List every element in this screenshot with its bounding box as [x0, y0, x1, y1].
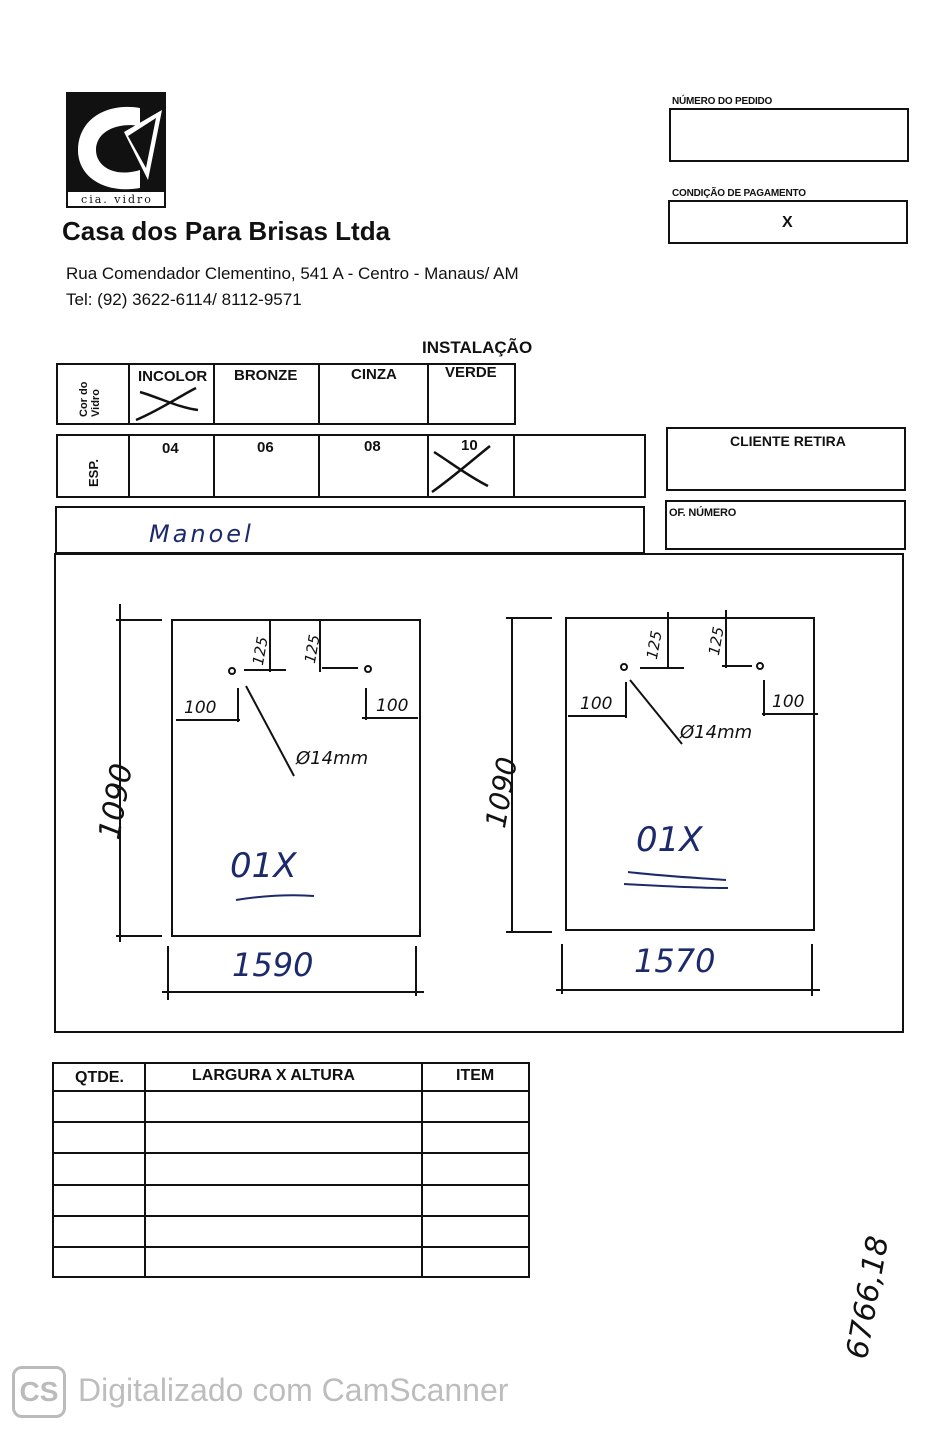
- drawing-2-width: 1570: [634, 942, 716, 980]
- drawing-2-offset-left: 100: [580, 694, 613, 714]
- company-name: Casa dos Para Brisas Ltda: [62, 216, 391, 246]
- drawing-2-offset-top-right: 125: [704, 625, 728, 657]
- color-option-incolor[interactable]: INCOLOR: [138, 368, 208, 385]
- drawing-1-offset-left: 100: [184, 698, 217, 718]
- payment-value: X: [782, 214, 793, 231]
- client-pickup-box[interactable]: [666, 427, 906, 491]
- drawing-1-offset-top-left: 125: [248, 635, 272, 667]
- installation-label: INSTALAÇÃO: [422, 338, 533, 357]
- of-number-label: OF. NÚMERO: [669, 507, 737, 519]
- drawing-2-offset-top-left: 125: [642, 629, 666, 661]
- camscanner-logo-icon: CS: [12, 1366, 66, 1418]
- drawing-2-offset-right: 100: [772, 692, 805, 712]
- of-number-box[interactable]: [665, 500, 906, 550]
- drawing-1-quantity: 01X: [230, 846, 297, 886]
- drawing-2-quantity: 01X: [636, 820, 703, 860]
- payment-label: CONDIÇÃO DE PAGAMENTO: [672, 188, 806, 199]
- thickness-option-04[interactable]: 04: [162, 440, 179, 457]
- company-logo: [66, 92, 166, 208]
- table-header-item: ITEM: [456, 1067, 495, 1084]
- thickness-row: [56, 434, 646, 498]
- thickness-option-06[interactable]: 06: [257, 439, 274, 456]
- drawing-1-offset-top-right: 125: [300, 633, 324, 665]
- drawing-2-hole-diameter: Ø14mm: [680, 722, 753, 743]
- order-number-field[interactable]: [669, 108, 909, 162]
- drawing-area: [54, 553, 904, 1033]
- thickness-row-label: ESP.: [86, 459, 101, 487]
- drawing-2-height: 1090: [479, 754, 525, 831]
- company-address: Rua Comendador Clementino, 541 A - Centro - Manaus/ AM: [66, 264, 519, 283]
- drawing-1-width: 1590: [232, 946, 314, 984]
- table-header-largura-altura: LARGURA X ALTURA: [192, 1067, 355, 1084]
- name-field-value: Manoel: [149, 520, 254, 548]
- color-option-verde[interactable]: VERDE: [445, 364, 497, 381]
- thickness-option-08[interactable]: 08: [364, 438, 381, 455]
- side-note: 6766,18: [840, 1233, 897, 1362]
- name-field[interactable]: [55, 506, 645, 554]
- drawing-1-height: 1090: [92, 760, 141, 843]
- thickness-option-10[interactable]: 10: [461, 437, 478, 454]
- glass-color-row-label: Cor do Vidro: [78, 381, 102, 417]
- payment-field[interactable]: [668, 200, 908, 244]
- drawing-1-hole-diameter: Ø14mm: [296, 748, 369, 769]
- order-number-label: NÚMERO DO PEDIDO: [672, 96, 773, 107]
- client-pickup-label: CLIENTE RETIRA: [730, 433, 846, 449]
- drawing-1-offset-right: 100: [376, 696, 409, 716]
- watermark-text: Digitalizado com CamScanner: [78, 1372, 509, 1408]
- logo-text: cia. vidro: [81, 193, 153, 206]
- company-phone: Tel: (92) 3622-6114/ 8112-9571: [66, 290, 302, 309]
- table-header-qtde: QTDE.: [75, 1069, 124, 1086]
- color-option-bronze[interactable]: BRONZE: [234, 367, 298, 384]
- color-option-cinza[interactable]: CINZA: [351, 366, 397, 383]
